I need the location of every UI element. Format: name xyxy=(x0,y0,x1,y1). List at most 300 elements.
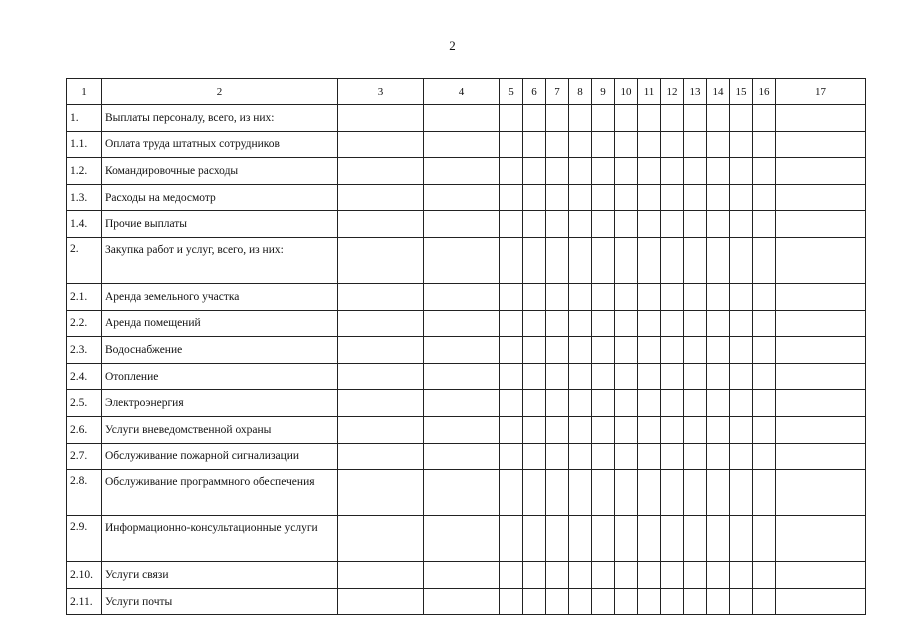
empty-cell xyxy=(753,363,776,390)
empty-cell xyxy=(776,310,866,337)
table-row xyxy=(67,310,866,337)
empty-cell xyxy=(707,588,730,615)
table-row xyxy=(67,211,866,238)
empty-cell xyxy=(592,588,615,615)
empty-cell xyxy=(615,283,638,310)
empty-cell xyxy=(338,184,424,211)
row-number: 2.2. xyxy=(67,310,102,337)
column-header: 13 xyxy=(684,79,707,105)
row-label: Информационно-консультационные услуги xyxy=(102,516,338,562)
column-header: 12 xyxy=(661,79,684,105)
empty-cell xyxy=(615,562,638,589)
empty-cell xyxy=(730,588,753,615)
empty-cell xyxy=(776,131,866,158)
empty-cell xyxy=(730,184,753,211)
empty-cell xyxy=(638,562,661,589)
empty-cell xyxy=(707,443,730,470)
row-label: Аренда помещений xyxy=(102,310,338,337)
empty-cell xyxy=(500,470,523,516)
empty-cell xyxy=(638,390,661,417)
row-number: 2.9. xyxy=(67,516,102,562)
column-header: 10 xyxy=(615,79,638,105)
empty-cell xyxy=(615,390,638,417)
empty-cell xyxy=(569,211,592,238)
column-header: 17 xyxy=(776,79,866,105)
empty-cell xyxy=(546,283,569,310)
empty-cell xyxy=(638,416,661,443)
empty-cell xyxy=(424,105,500,132)
empty-cell xyxy=(546,363,569,390)
empty-cell xyxy=(338,131,424,158)
empty-cell xyxy=(592,562,615,589)
empty-cell xyxy=(424,131,500,158)
empty-cell xyxy=(338,390,424,417)
empty-cell xyxy=(500,443,523,470)
empty-cell xyxy=(707,516,730,562)
empty-cell xyxy=(730,337,753,364)
table-row xyxy=(67,562,866,589)
empty-cell xyxy=(546,105,569,132)
column-header: 5 xyxy=(500,79,523,105)
empty-cell xyxy=(730,158,753,185)
row-label: Обслуживание программного обеспечения xyxy=(102,470,338,516)
empty-cell xyxy=(500,363,523,390)
empty-cell xyxy=(523,131,546,158)
empty-cell xyxy=(523,337,546,364)
empty-cell xyxy=(615,363,638,390)
empty-cell xyxy=(707,211,730,238)
empty-cell xyxy=(707,283,730,310)
empty-cell xyxy=(523,105,546,132)
empty-cell xyxy=(569,310,592,337)
empty-cell xyxy=(684,443,707,470)
column-header: 11 xyxy=(638,79,661,105)
row-number: 1.3. xyxy=(67,184,102,211)
empty-cell xyxy=(546,416,569,443)
empty-cell xyxy=(730,470,753,516)
empty-cell xyxy=(684,470,707,516)
empty-cell xyxy=(424,516,500,562)
empty-cell xyxy=(569,390,592,417)
row-number: 2.11. xyxy=(67,588,102,615)
empty-cell xyxy=(730,363,753,390)
empty-cell xyxy=(730,416,753,443)
empty-cell xyxy=(592,416,615,443)
empty-cell xyxy=(776,443,866,470)
empty-cell xyxy=(569,588,592,615)
empty-cell xyxy=(338,105,424,132)
table-row xyxy=(67,184,866,211)
empty-cell xyxy=(523,390,546,417)
empty-cell xyxy=(730,310,753,337)
empty-cell xyxy=(753,337,776,364)
empty-cell xyxy=(615,184,638,211)
empty-cell xyxy=(592,390,615,417)
empty-cell xyxy=(661,363,684,390)
row-label: Водоснабжение xyxy=(102,337,338,364)
empty-cell xyxy=(569,562,592,589)
empty-cell xyxy=(684,105,707,132)
empty-cell xyxy=(615,470,638,516)
empty-cell xyxy=(338,416,424,443)
empty-cell xyxy=(500,310,523,337)
column-header: 3 xyxy=(338,79,424,105)
empty-cell xyxy=(776,588,866,615)
empty-cell xyxy=(776,337,866,364)
empty-cell xyxy=(592,337,615,364)
empty-cell xyxy=(776,562,866,589)
row-label: Расходы на медосмотр xyxy=(102,184,338,211)
row-label: Аренда земельного участка xyxy=(102,283,338,310)
empty-cell xyxy=(546,516,569,562)
empty-cell xyxy=(730,516,753,562)
empty-cell xyxy=(638,443,661,470)
empty-cell xyxy=(546,562,569,589)
empty-cell xyxy=(776,283,866,310)
empty-cell xyxy=(661,131,684,158)
empty-cell xyxy=(569,363,592,390)
empty-cell xyxy=(730,105,753,132)
empty-cell xyxy=(500,588,523,615)
empty-cell xyxy=(546,588,569,615)
empty-cell xyxy=(638,337,661,364)
empty-cell xyxy=(661,283,684,310)
empty-cell xyxy=(569,237,592,283)
table-body xyxy=(67,79,866,615)
row-number: 2.8. xyxy=(67,470,102,516)
empty-cell xyxy=(638,184,661,211)
column-header: 6 xyxy=(523,79,546,105)
empty-cell xyxy=(753,310,776,337)
empty-cell xyxy=(753,283,776,310)
empty-cell xyxy=(638,310,661,337)
empty-cell xyxy=(707,390,730,417)
empty-cell xyxy=(338,310,424,337)
empty-cell xyxy=(424,416,500,443)
empty-cell xyxy=(500,237,523,283)
empty-cell xyxy=(753,470,776,516)
row-number: 2.7. xyxy=(67,443,102,470)
table-row xyxy=(67,158,866,185)
empty-cell xyxy=(424,363,500,390)
empty-cell xyxy=(638,363,661,390)
empty-cell xyxy=(730,211,753,238)
table-row xyxy=(67,416,866,443)
empty-cell xyxy=(753,443,776,470)
empty-cell xyxy=(615,337,638,364)
empty-cell xyxy=(753,562,776,589)
empty-cell xyxy=(569,516,592,562)
empty-cell xyxy=(730,562,753,589)
empty-cell xyxy=(661,562,684,589)
empty-cell xyxy=(546,310,569,337)
empty-cell xyxy=(546,237,569,283)
table-row xyxy=(67,516,866,562)
empty-cell xyxy=(684,390,707,417)
empty-cell xyxy=(753,211,776,238)
empty-cell xyxy=(684,237,707,283)
table-row xyxy=(67,443,866,470)
row-label: Услуги вневедомственной охраны xyxy=(102,416,338,443)
empty-cell xyxy=(638,105,661,132)
empty-cell xyxy=(707,337,730,364)
empty-cell xyxy=(338,588,424,615)
empty-cell xyxy=(707,562,730,589)
empty-cell xyxy=(638,516,661,562)
empty-cell xyxy=(338,337,424,364)
empty-cell xyxy=(424,470,500,516)
empty-cell xyxy=(684,337,707,364)
empty-cell xyxy=(776,516,866,562)
empty-cell xyxy=(638,470,661,516)
empty-cell xyxy=(753,105,776,132)
empty-cell xyxy=(661,310,684,337)
empty-cell xyxy=(730,390,753,417)
empty-cell xyxy=(707,184,730,211)
empty-cell xyxy=(592,283,615,310)
empty-cell xyxy=(546,184,569,211)
empty-cell xyxy=(569,470,592,516)
empty-cell xyxy=(523,588,546,615)
empty-cell xyxy=(615,131,638,158)
page-number: 2 xyxy=(449,38,456,53)
empty-cell xyxy=(684,562,707,589)
table-header-row xyxy=(67,79,866,105)
empty-cell xyxy=(592,470,615,516)
empty-cell xyxy=(569,337,592,364)
empty-cell xyxy=(707,310,730,337)
empty-cell xyxy=(753,516,776,562)
row-number: 2.3. xyxy=(67,337,102,364)
empty-cell xyxy=(776,158,866,185)
empty-cell xyxy=(776,470,866,516)
table-row xyxy=(67,283,866,310)
column-header: 15 xyxy=(730,79,753,105)
empty-cell xyxy=(500,131,523,158)
empty-cell xyxy=(500,105,523,132)
empty-cell xyxy=(546,158,569,185)
table-row xyxy=(67,470,866,516)
empty-cell xyxy=(523,158,546,185)
table-row xyxy=(67,363,866,390)
row-label: Услуги связи xyxy=(102,562,338,589)
empty-cell xyxy=(592,516,615,562)
table-row xyxy=(67,588,866,615)
empty-cell xyxy=(500,516,523,562)
table-row xyxy=(67,390,866,417)
empty-cell xyxy=(707,416,730,443)
empty-cell xyxy=(753,588,776,615)
column-header: 4 xyxy=(424,79,500,105)
empty-cell xyxy=(753,131,776,158)
empty-cell xyxy=(523,237,546,283)
empty-cell xyxy=(753,237,776,283)
empty-cell xyxy=(661,516,684,562)
empty-cell xyxy=(338,470,424,516)
row-label: Закупка работ и услуг, всего, из них: xyxy=(102,237,338,283)
empty-cell xyxy=(523,470,546,516)
empty-cell xyxy=(523,562,546,589)
empty-cell xyxy=(638,588,661,615)
empty-cell xyxy=(523,211,546,238)
empty-cell xyxy=(638,131,661,158)
row-number: 1. xyxy=(67,105,102,132)
empty-cell xyxy=(615,211,638,238)
empty-cell xyxy=(338,283,424,310)
empty-cell xyxy=(638,158,661,185)
empty-cell xyxy=(661,184,684,211)
empty-cell xyxy=(615,416,638,443)
row-number: 2.4. xyxy=(67,363,102,390)
empty-cell xyxy=(684,310,707,337)
empty-cell xyxy=(546,131,569,158)
empty-cell xyxy=(638,211,661,238)
empty-cell xyxy=(569,184,592,211)
empty-cell xyxy=(776,363,866,390)
empty-cell xyxy=(707,237,730,283)
empty-cell xyxy=(500,158,523,185)
empty-cell xyxy=(500,283,523,310)
empty-cell xyxy=(707,131,730,158)
empty-cell xyxy=(592,310,615,337)
empty-cell xyxy=(684,211,707,238)
empty-cell xyxy=(684,131,707,158)
empty-cell xyxy=(569,443,592,470)
row-number: 1.2. xyxy=(67,158,102,185)
empty-cell xyxy=(424,390,500,417)
empty-cell xyxy=(546,443,569,470)
empty-cell xyxy=(638,283,661,310)
column-header: 14 xyxy=(707,79,730,105)
empty-cell xyxy=(707,105,730,132)
empty-cell xyxy=(424,237,500,283)
column-header: 16 xyxy=(753,79,776,105)
column-header: 2 xyxy=(102,79,338,105)
empty-cell xyxy=(546,337,569,364)
empty-cell xyxy=(684,588,707,615)
column-header: 7 xyxy=(546,79,569,105)
empty-cell xyxy=(424,158,500,185)
empty-cell xyxy=(661,237,684,283)
row-label: Выплаты персоналу, всего, из них: xyxy=(102,105,338,132)
empty-cell xyxy=(707,158,730,185)
empty-cell xyxy=(523,443,546,470)
empty-cell xyxy=(523,363,546,390)
empty-cell xyxy=(753,390,776,417)
empty-cell xyxy=(546,470,569,516)
empty-cell xyxy=(569,131,592,158)
empty-cell xyxy=(638,237,661,283)
row-label: Оплата труда штатных сотрудников xyxy=(102,131,338,158)
row-number: 1.1. xyxy=(67,131,102,158)
empty-cell xyxy=(338,443,424,470)
empty-cell xyxy=(569,105,592,132)
empty-cell xyxy=(615,443,638,470)
empty-cell xyxy=(661,337,684,364)
empty-cell xyxy=(592,105,615,132)
empty-cell xyxy=(684,158,707,185)
budget-table xyxy=(66,78,866,615)
empty-cell xyxy=(338,562,424,589)
table-row xyxy=(67,105,866,132)
row-label: Отопление xyxy=(102,363,338,390)
empty-cell xyxy=(684,416,707,443)
empty-cell xyxy=(592,443,615,470)
empty-cell xyxy=(776,416,866,443)
empty-cell xyxy=(776,237,866,283)
row-number: 2.6. xyxy=(67,416,102,443)
empty-cell xyxy=(730,443,753,470)
empty-cell xyxy=(730,237,753,283)
column-header: 8 xyxy=(569,79,592,105)
row-number: 2.5. xyxy=(67,390,102,417)
empty-cell xyxy=(684,363,707,390)
empty-cell xyxy=(684,283,707,310)
empty-cell xyxy=(569,416,592,443)
empty-cell xyxy=(753,184,776,211)
empty-cell xyxy=(338,158,424,185)
row-label: Командировочные расходы xyxy=(102,158,338,185)
empty-cell xyxy=(424,184,500,211)
empty-cell xyxy=(592,363,615,390)
empty-cell xyxy=(730,283,753,310)
empty-cell xyxy=(500,184,523,211)
empty-cell xyxy=(661,158,684,185)
empty-cell xyxy=(615,310,638,337)
empty-cell xyxy=(500,211,523,238)
empty-cell xyxy=(730,131,753,158)
empty-cell xyxy=(338,363,424,390)
empty-cell xyxy=(661,211,684,238)
empty-cell xyxy=(523,516,546,562)
empty-cell xyxy=(424,443,500,470)
table-row xyxy=(67,237,866,283)
empty-cell xyxy=(523,283,546,310)
empty-cell xyxy=(776,105,866,132)
row-number: 1.4. xyxy=(67,211,102,238)
empty-cell xyxy=(753,158,776,185)
empty-cell xyxy=(707,470,730,516)
empty-cell xyxy=(615,588,638,615)
empty-cell xyxy=(500,390,523,417)
empty-cell xyxy=(546,211,569,238)
empty-cell xyxy=(424,310,500,337)
empty-cell xyxy=(661,105,684,132)
empty-cell xyxy=(661,390,684,417)
empty-cell xyxy=(592,158,615,185)
empty-cell xyxy=(661,588,684,615)
empty-cell xyxy=(424,588,500,615)
empty-cell xyxy=(684,184,707,211)
empty-cell xyxy=(615,237,638,283)
empty-cell xyxy=(661,416,684,443)
table-row xyxy=(67,337,866,364)
empty-cell xyxy=(592,211,615,238)
empty-cell xyxy=(424,283,500,310)
row-label: Прочие выплаты xyxy=(102,211,338,238)
empty-cell xyxy=(338,211,424,238)
empty-cell xyxy=(707,363,730,390)
empty-cell xyxy=(592,131,615,158)
row-number: 2. xyxy=(67,237,102,283)
empty-cell xyxy=(592,184,615,211)
empty-cell xyxy=(424,562,500,589)
row-label: Обслуживание пожарной сигнализации xyxy=(102,443,338,470)
empty-cell xyxy=(615,516,638,562)
empty-cell xyxy=(776,211,866,238)
column-header: 9 xyxy=(592,79,615,105)
empty-cell xyxy=(338,516,424,562)
